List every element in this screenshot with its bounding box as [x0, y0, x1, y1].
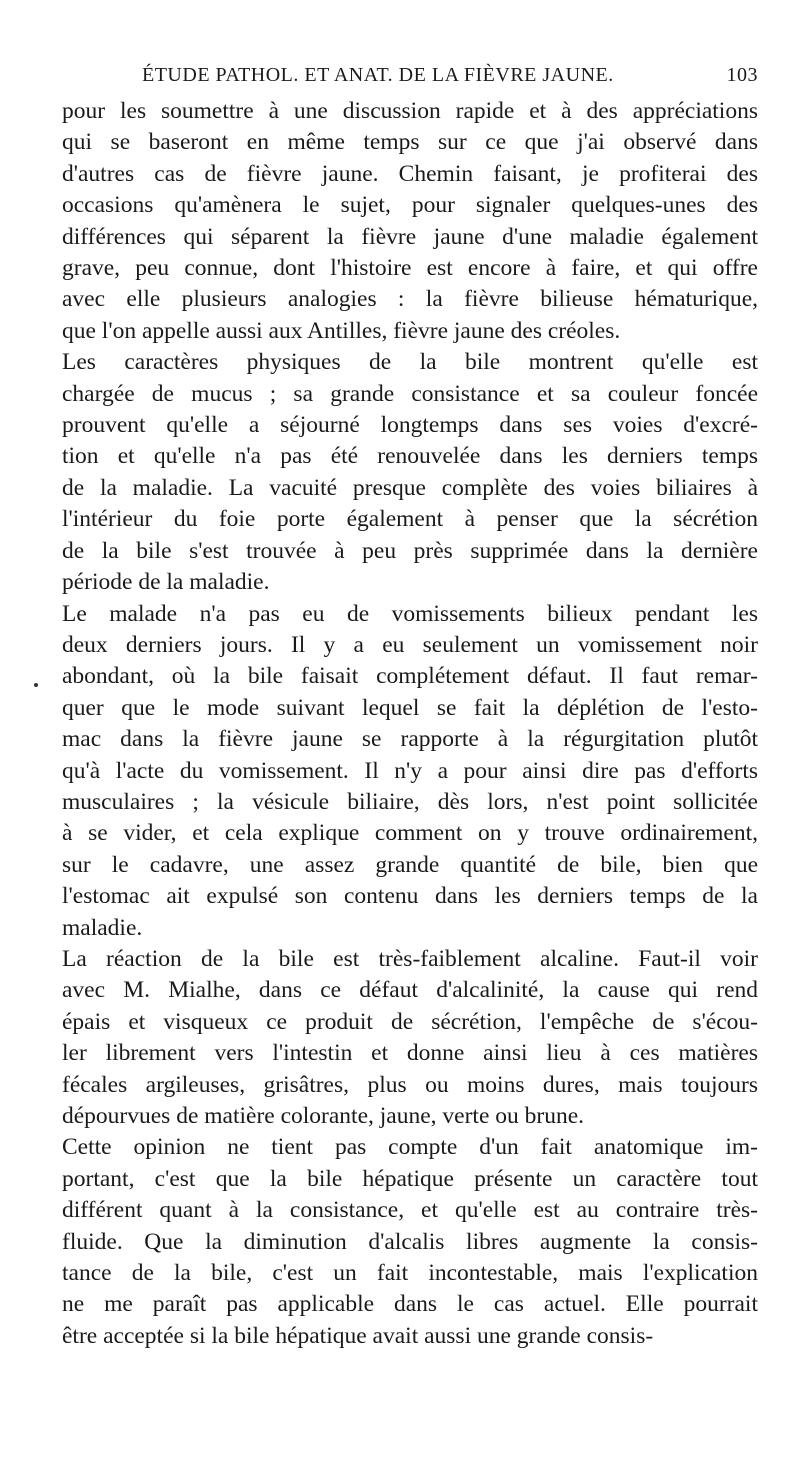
text-line: de la maladie. La vacuité presque complète des voies biliaires à: [62, 474, 758, 501]
text-line: occasions qu'amènera le sujet, pour signaler quelques-unes des: [62, 192, 758, 219]
text-line: abondant, où la bile faisait complétement défaut. Il faut remar-: [62, 663, 758, 690]
text-line: Cette opinion ne tient pas compte d'un fait anatomique im-: [62, 1134, 758, 1161]
paragraph: [62, 944, 758, 1132]
paragraph: [62, 96, 758, 347]
text-line: prouvent qu'elle a séjourné longtemps dans ses voies d'excré-: [62, 412, 758, 439]
text-line: de la bile s'est trouvée à peu près supprimée dans la dernière: [62, 537, 758, 564]
text-line: maladie.: [62, 914, 143, 941]
text-line: avec elle plusieurs analogies : la fièvre bilieuse hématurique,: [62, 286, 758, 313]
page-header: [62, 58, 758, 96]
paragraph: [62, 599, 758, 944]
text-line: fluide. Que la diminution d'alcalis libres augmente la consis-: [62, 1228, 758, 1255]
text-line: pour les soumettre à une discussion rapide et à des appréciations: [62, 98, 758, 124]
running-title: ÉTUDE PATHOL. ET ANAT. DE LA FIÈVRE JAUNE.: [142, 64, 614, 86]
text-line: différent quant à la consistance, et qu'elle est au contraire très-: [62, 1197, 758, 1224]
text-line: d'autres cas de fièvre jaune. Chemin faisant, je profiterai des: [62, 160, 758, 187]
margin-dot-mark: [34, 683, 38, 687]
text-line: période de la maladie.: [62, 569, 270, 596]
page-number: 103: [726, 64, 758, 86]
text-line: que l'on appelle aussi aux Antilles, fièvre jaune des créoles.: [62, 317, 621, 344]
text-line: qu'à l'acte du vomissement. Il n'y a pour ainsi dire pas d'efforts: [62, 757, 758, 784]
text-line: avec M. Mialhe, dans ce défaut d'alcalinité, la cause qui rend: [62, 977, 758, 1004]
text-line: sur le cadavre, une assez grande quantité de bile, bien que: [62, 851, 758, 878]
paragraph: [62, 1132, 758, 1352]
text-line: l'estomac ait expulsé son contenu dans les derniers temps de la: [62, 883, 758, 910]
text-line: fécales argileuses, grisâtres, plus ou moins dures, mais toujours: [62, 1071, 758, 1098]
text-line: chargée de mucus ; sa grande consistance et sa couleur foncée: [62, 380, 758, 407]
text-line: ne me paraît pas applicable dans le cas actuel. Elle pourrait: [62, 1291, 758, 1318]
text-line: dépourvues de matière colorante, jaune, verte ou brune.: [62, 1103, 585, 1129]
text-line: La réaction de la bile est très-faiblement alcaline. Faut-il voir: [62, 945, 758, 972]
text-line: épais et visqueux ce produit de sécrétion, l'empêche de s'écou-: [62, 1008, 758, 1035]
paragraph: [62, 347, 758, 598]
text-line: tion et qu'elle n'a pas été renouvelée dans les derniers temps: [62, 443, 758, 470]
body-text: [62, 96, 758, 1352]
text-line: ler librement vers l'intestin et donne ainsi lieu à ces matières: [62, 1040, 758, 1067]
text-line: quer que le mode suivant lequel se fait la déplétion de l'esto-: [62, 694, 758, 721]
text-line: musculaires ; la vésicule biliaire, dès lors, n'est point sollicitée: [62, 788, 758, 815]
text-line: l'intérieur du foie porte également à penser que la sécrétion: [62, 506, 758, 533]
text-line: Les caractères physiques de la bile montrent qu'elle est: [62, 349, 758, 376]
text-line: à se vider, et cela explique comment on y trouve ordinairement,: [62, 820, 758, 847]
text-line: qui se baseront en même temps sur ce que j'ai observé dans: [62, 129, 758, 156]
text-line: Le malade n'a pas eu de vomissements bilieux pendant les: [62, 600, 758, 627]
book-page: [62, 58, 758, 1352]
text-line: portant, c'est que la bile hépatique présente un caractère tout: [62, 1165, 758, 1192]
text-line: mac dans la fièvre jaune se rapporte à la régurgitation plutôt: [62, 726, 758, 753]
text-line: tance de la bile, c'est un fait incontestable, mais l'explication: [62, 1260, 758, 1287]
text-line: différences qui séparent la fièvre jaune d'une maladie également: [62, 223, 758, 250]
text-line: grave, peu connue, dont l'histoire est encore à faire, et qui offre: [62, 255, 758, 282]
text-line: deux derniers jours. Il y a eu seulement un vomissement noir: [62, 631, 758, 658]
text-line: être acceptée si la bile hépatique avait aussi une grande consis-: [62, 1322, 654, 1349]
